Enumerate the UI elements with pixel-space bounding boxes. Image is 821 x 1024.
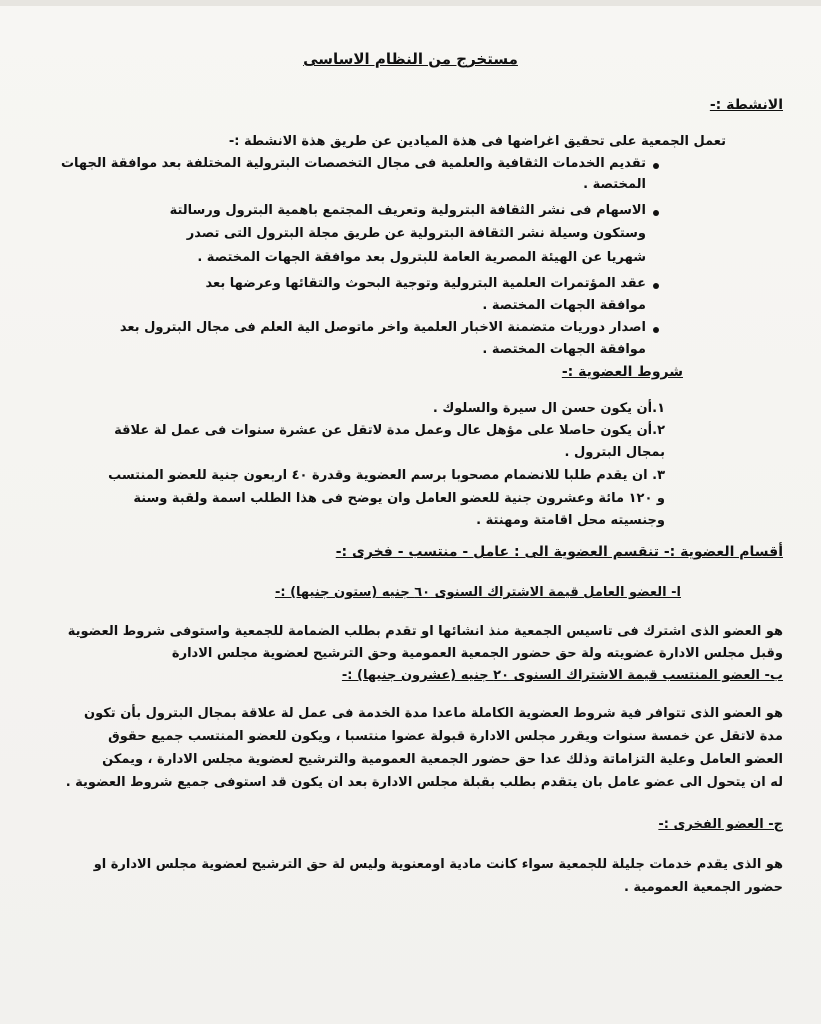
affiliate-member-line-4: له ان يتحول الى عضو عامل بان يتقدم بطلب بقبلة مجلس الادارة بعد ان يكون قد استوفى جميع شروط العضوية . [65, 775, 783, 790]
active-member-line-2: وقبل مجلس الادارة عضويته ولة حق حضور الجمعية العمومية وحق الترشيح لعضوية مجلس الادارة [171, 646, 783, 661]
activity-1-line-1: تقديم الخدمات الثقافية والعلمية فى مجال التخصصات البترولية المختلفة بعد موافقة الجهات [60, 156, 646, 171]
bullet-icon [653, 327, 659, 333]
activity-4-line-2: موافقة الجهات المختصة . [482, 342, 646, 357]
active-member-line-1: هو العضو الذى اشترك فى تاسيس الجمعية منذ انشائها او تقدم بطلب الضمامة للجمعية واستوفى شروط العضوية [67, 624, 783, 639]
bullet-icon [653, 283, 659, 289]
affiliate-member-line-3: العضو العامل وعلية التزاماتة وذلك عدا حق حضور الجمعية العمومية والترشيح لعضوية مجلس الادارة ، ويمكن [102, 752, 783, 767]
membership-heading: شروط العضوية :- [561, 364, 683, 380]
condition-2-line-2: بمجال البترول . [564, 445, 665, 460]
activities-intro: تعمل الجمعية على تحقيق اغراضها فى هذة الميادين عن طريق هذة الانشطة :- [228, 134, 726, 149]
condition-3-line-2: و ١٢٠ مائة وعشرون جنية للعضو العامل وان يوضح فى هذا الطلب اسمة ولقبة وسنة [133, 491, 665, 506]
sections-heading: أقسام العضوية :- تنقسم العضوية الى : عامل - منتسب - فخرى :- [335, 544, 783, 560]
condition-3-line-3: وجنسيته محل اقامتة ومهنتة . [476, 513, 665, 528]
active-member-heading: ا- العضو العامل قيمة الاشتراك السنوى ٦٠ جنيه (ستون جنيها) :- [274, 585, 681, 600]
activity-2-line-1: الاسهام فى نشر الثقافة البترولية وتعريف المجتمع باهمية البترول ورسالتة [169, 203, 646, 218]
activity-2-line-3: شهريا عن الهيئة المصرية العامة للبترول بعد موافقة الجهات المختصة . [197, 250, 646, 265]
activities-heading: الانشطة :- [709, 97, 783, 113]
activity-3-line-2: موافقة الجهات المختصة . [482, 298, 646, 313]
bullet-icon [653, 163, 659, 169]
affiliate-member-line-2: مدة لاتقل عن خمسة سنوات ويقرر مجلس الادارة قبولة عضوا منتسبا ، ويكون للعضو المنتسب جميع حقوق [108, 729, 783, 744]
document-title: مستخرج من النظام الاساسى [303, 50, 518, 68]
activity-3-line-1: عقد المؤتمرات العلمية البترولية وتوجية البحوث والتقائها وعرضها بعد [205, 276, 646, 291]
activity-4-line-1: اصدار دوريات متضمنة الاخبار العلمية واخر ماتوصل الية العلم فى مجال البترول بعد [119, 320, 646, 335]
activity-2-line-2: وستكون وسيلة نشر الثقافة البترولية عن طريق مجلة البترول التى تصدر [186, 226, 646, 241]
honorary-member-line-2: حضور الجمعية العمومية . [623, 880, 783, 895]
top-edge-shadow [0, 0, 821, 6]
honorary-member-line-1: هو الذى يقدم خدمات جليلة للجمعية سواء كانت مادية اومعنوية وليس لة حق الترشيح لعضوية مجلس الادارة او [93, 857, 783, 872]
condition-2-line-1: ٢.أن يكون حاصلا على مؤهل عال وعمل مدة لاتقل عن عشرة سنوات فى عمل لة علاقة [114, 423, 665, 438]
condition-3-line-1: ٣. ان يقدم طلبا للانضمام مصحوبا برسم العضوية وقدرة ٤٠ اربعون جنية للعضو المنتسب [108, 468, 665, 483]
condition-1: ١.أن يكون حسن ال سيرة والسلوك . [432, 401, 665, 416]
affiliate-member-heading: ب- العضو المنتسب قيمة الاشتراك السنوى ٢٠ جنيه (عشرون جنيها) :- [341, 668, 783, 683]
bullet-icon [653, 210, 659, 216]
activity-1-line-2: المختصة . [583, 177, 646, 192]
affiliate-member-line-1: هو العضو الذى تتوافر فية شروط العضوية الكاملة ماعدا مدة الخدمة فى عمل لة علاقة بمجال البترول بأن تكون [84, 706, 783, 721]
honorary-member-heading: ج- العضو الفخرى :- [658, 817, 783, 832]
